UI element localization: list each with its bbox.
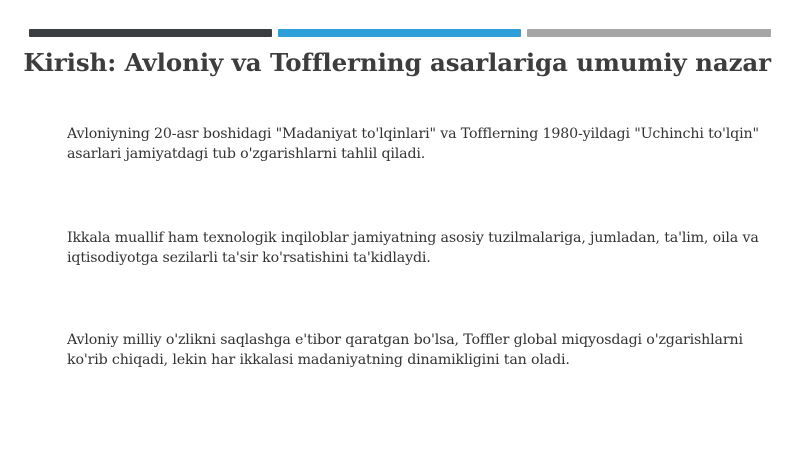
paragraph-3: Avloniy milliy o'zlikni saqlashga e'tibor qaratgan bo'lsa, Toffler global miqyosdagi o'zgarishlarni ko'rib chiqadi, lekin har ikkalasi madaniyatning dinamikligini tan oladi. [67, 332, 743, 368]
slide-title: Kirish: Avloniy va Tofflerning asarlariga umumiy nazar [23, 48, 771, 77]
accent-bar-blue [278, 29, 521, 37]
paragraph-2: Ikkala muallif ham texnologik inqiloblar jamiyatning asosiy tuzilmalariga, jumladan, ta'lim, oila va iqtisodiyotga sezilarli ta'sir ko'rsatishini ta'kidlaydi. [67, 230, 759, 266]
paragraph-1: Avloniyning 20-asr boshidagi "Madaniyat to'lqinlari" va Tofflerning 1980-yildagi "Uchinchi to'lqin" asarlari jamiyatdagi tub o'zgarishlarni tahlil qiladi. [67, 126, 759, 162]
accent-bar-dark [29, 29, 272, 37]
accent-bar-gray [527, 29, 771, 37]
